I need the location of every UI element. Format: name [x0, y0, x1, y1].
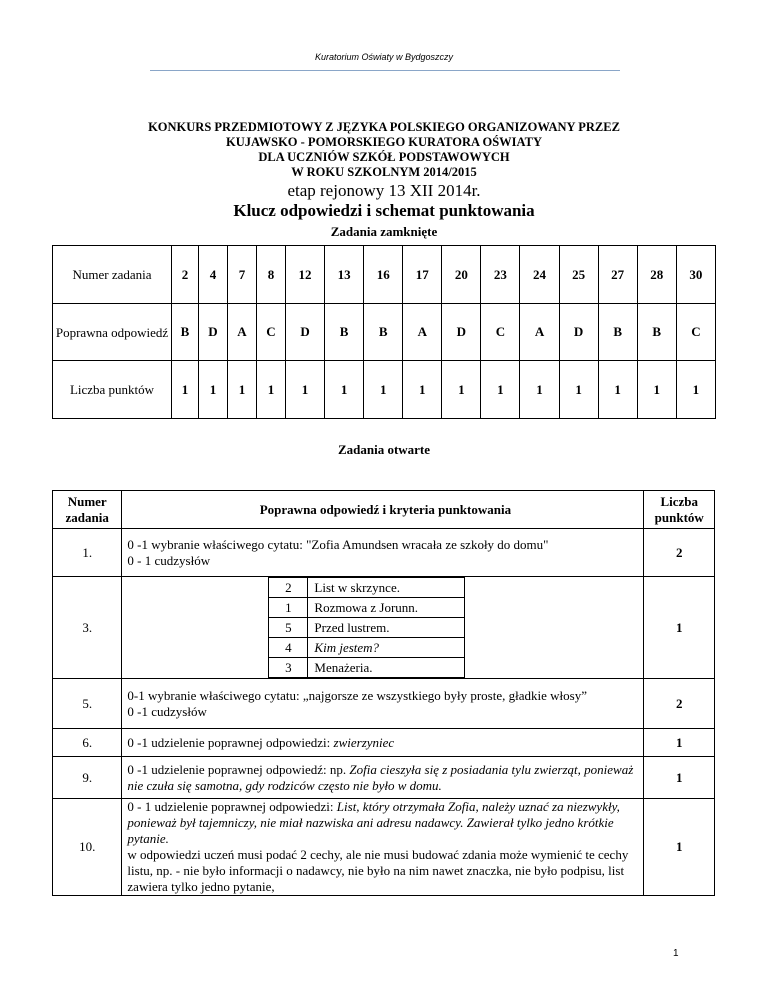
order-number: 4 [269, 638, 308, 658]
task-number-cell: 17 [403, 246, 442, 304]
ordering-row [269, 618, 465, 638]
ordering-row [269, 578, 465, 598]
answer-cell: B [637, 304, 676, 361]
answer-cell: B [325, 304, 364, 361]
open-header-row [53, 491, 715, 529]
row-label-points: Liczba punktów [53, 361, 172, 419]
task-points: 2 [644, 529, 715, 577]
criteria-line: 0 -1 cudzysłów [127, 703, 207, 719]
title-line-4: W ROKU SZKOLNYM 2014/2015 [291, 165, 477, 179]
order-number: 2 [269, 578, 308, 598]
points-cell: 1 [257, 361, 286, 419]
points-cell: 1 [559, 361, 598, 419]
task-number: 10. [53, 799, 122, 896]
open-section-title: Zadania otwarte [337, 442, 431, 457]
points-cell: 1 [637, 361, 676, 419]
task-criteria [122, 529, 644, 577]
answer-cell: A [228, 304, 257, 361]
points-cell: 1 [598, 361, 637, 419]
task-points: 2 [644, 679, 715, 729]
answer-cell: B [364, 304, 403, 361]
closed-tasks-table [52, 245, 716, 419]
stage-line: etap rejonowy 13 XII 2014r. [287, 181, 481, 200]
task-number-cell: 12 [286, 246, 325, 304]
answer-cell: C [481, 304, 520, 361]
task-number-cell: 23 [481, 246, 520, 304]
answer-cell: D [199, 304, 228, 361]
task-number-cell: 24 [520, 246, 559, 304]
task-number: 5. [53, 679, 122, 729]
points-cell: 1 [172, 361, 199, 419]
col-header-number: Numer zadania [53, 491, 122, 529]
criteria-line: 0 -1 wybranie właściwego cytatu: "Zofia Amundsen wracała ze szkoły do domu" [127, 536, 549, 552]
ordering-row [269, 658, 465, 678]
title-line-1: KONKURS PRZEDMIOTOWY Z JĘZYKA POLSKIEGO ORGANIZOWANY PRZEZ [148, 120, 620, 134]
task-criteria [122, 799, 644, 896]
closed-answers-row [53, 304, 716, 361]
criteria-note: w odpowiedzi uczeń musi podać 2 cechy, ale nie musi budować zdania może wymienić te cechy listu, np. - nie było informacji o nadawcy, nie było na nim nawet znaczka, nie było podpisu, list zawiera tylko jedno pytanie, [127, 847, 629, 894]
answer-cell: A [403, 304, 442, 361]
task-number-cell: 28 [637, 246, 676, 304]
task-points: 1 [644, 757, 715, 799]
task-row-6 [53, 729, 715, 757]
task-criteria [122, 577, 644, 679]
task-number: 9. [53, 757, 122, 799]
answer-cell: D [286, 304, 325, 361]
criteria-answer: List, który otrzymała Zofia, należy uznać za niezwykły, ponieważ był tajemniczy, nie miał nazwiska ani adresu nadawcy. Zawierał tylko jedno krótkie pytanie. [127, 799, 620, 846]
task-criteria [122, 729, 644, 757]
task-number-cell: 27 [598, 246, 637, 304]
task-criteria [122, 757, 644, 799]
row-label-answer: Poprawna odpowiedź [53, 304, 172, 361]
page-header: Kuratorium Oświaty w Bydgoszczy [314, 52, 454, 62]
points-cell: 1 [442, 361, 481, 419]
closed-section-title: Zadania zamknięte [330, 224, 438, 239]
order-text: Menażeria. [308, 658, 465, 678]
title-line-3: DLA UCZNIÓW SZKÓŁ PODSTAWOWYCH [258, 150, 510, 164]
order-number: 1 [269, 598, 308, 618]
answer-cell: B [172, 304, 199, 361]
document-title-block [0, 120, 768, 241]
answer-cell: A [520, 304, 559, 361]
criteria-answer: Zofia cieszyła się z posiadania tylu zwierząt, ponieważ nie czuła się samotna, gdy rodziców często nie było w domu. [127, 761, 634, 793]
points-cell: 1 [481, 361, 520, 419]
header-divider [150, 70, 620, 71]
closed-points-row [53, 361, 716, 419]
order-text: Przed lustrem. [308, 618, 465, 638]
subtitle: Klucz odpowiedzi i schemat punktowania [233, 201, 535, 220]
col-header-points: Liczba punktów [644, 491, 715, 529]
answer-cell: B [598, 304, 637, 361]
answer-cell: D [442, 304, 481, 361]
task-number: 6. [53, 729, 122, 757]
answer-cell: D [559, 304, 598, 361]
points-cell: 1 [364, 361, 403, 419]
answer-cell: C [676, 304, 715, 361]
task-number-cell: 4 [199, 246, 228, 304]
points-cell: 1 [676, 361, 715, 419]
task-row-9 [53, 757, 715, 799]
col-header-criteria: Poprawna odpowiedź i kryteria punktowania [122, 491, 644, 529]
task-number-cell: 7 [228, 246, 257, 304]
task-number: 3. [53, 577, 122, 679]
answer-cell: C [257, 304, 286, 361]
criteria-prefix: 0 -1 udzielenie poprawnej odpowiedź: np. [127, 761, 350, 777]
closed-numbers-row [53, 246, 716, 304]
task-row-3 [53, 577, 715, 679]
ordering-row [269, 598, 465, 618]
order-text: Rozmowa z Jorunn. [308, 598, 465, 618]
points-cell: 1 [286, 361, 325, 419]
points-cell: 1 [228, 361, 257, 419]
task-number-cell: 13 [325, 246, 364, 304]
points-cell: 1 [403, 361, 442, 419]
task-number: 1. [53, 529, 122, 577]
task-points: 1 [644, 577, 715, 679]
ordering-table [268, 577, 465, 678]
points-cell: 1 [520, 361, 559, 419]
task-number-cell: 25 [559, 246, 598, 304]
criteria-line: 0 - 1 cudzysłów [127, 552, 211, 568]
task-number-cell: 8 [257, 246, 286, 304]
task-points: 1 [644, 799, 715, 896]
order-text: List w skrzynce. [308, 578, 465, 598]
points-cell: 1 [199, 361, 228, 419]
row-label-number: Numer zadania [53, 246, 172, 304]
task-number-cell: 20 [442, 246, 481, 304]
task-criteria [122, 679, 644, 729]
criteria-prefix: 0 -1 udzielenie poprawnej odpowiedzi: [127, 734, 334, 750]
criteria-answer: zwierzyniec [333, 734, 395, 750]
ordering-row [269, 638, 465, 658]
task-number-cell: 30 [676, 246, 715, 304]
task-number-cell: 2 [172, 246, 199, 304]
page-number: 1 [673, 948, 679, 959]
title-line-2: KUJAWSKO - POMORSKIEGO KURATORA OŚWIATY [225, 135, 542, 149]
order-number: 5 [269, 618, 308, 638]
task-row-5 [53, 679, 715, 729]
criteria-line: 0-1 wybranie właściwego cytatu: „najgorsze ze wszystkiego były proste, gładkie włosy” [127, 687, 587, 703]
points-cell: 1 [325, 361, 364, 419]
order-number: 3 [269, 658, 308, 678]
task-row-1 [53, 529, 715, 577]
task-number-cell: 16 [364, 246, 403, 304]
open-tasks-table [52, 490, 715, 896]
task-points: 1 [644, 729, 715, 757]
task-row-10 [53, 799, 715, 896]
criteria-prefix: 0 - 1 udzielenie poprawnej odpowiedzi: [127, 799, 337, 814]
order-text: Kim jestem? [308, 638, 465, 658]
